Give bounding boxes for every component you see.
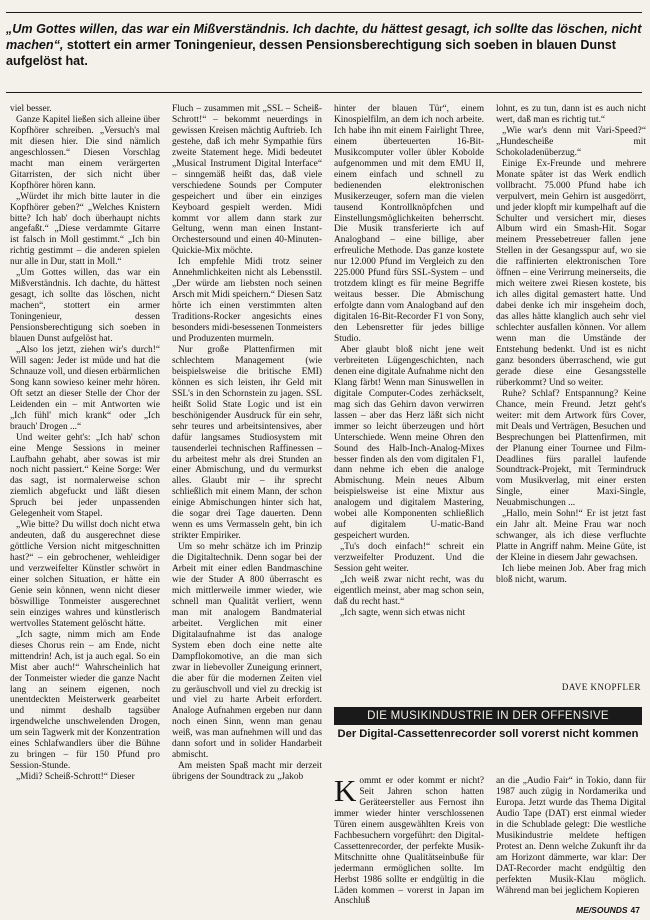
magazine-name: ME/SOUNDS [576, 905, 628, 915]
paragraph: „Tu's doch einfach!“ schreit ein verzweifelter Produzent. Und die Session geht weiter. [334, 542, 484, 575]
section-subheadline: Der Digital-Cassettenrecorder soll vorerst nicht kommen [337, 728, 639, 740]
paragraph: Ganze Kapitel ließen sich alleine über Kopfhörer schreiben. „Versuch's mal mit diesen hier. Die sind nämlich angeschlossen.“ Diesen Vorschlag macht man einem verärgerten Gitarristen, der sich nicht über Kopfhörer hören kann. [10, 114, 160, 191]
paragraph: Und weiter geht's: „Ich hab' schon eine Menge Sessions in meiner Laufbahn gehabt, aber sowas ist mir noch nicht passiert.“ Keine Sorge: Wer das sagt, ist normalerweise schon ziemlich abgefuckt und läßt diesen Spruch bei jeder unpassenden Gelegenheit vom Stapel. [10, 432, 160, 520]
sidebar-column-2 [496, 776, 646, 906]
article-column-3 [334, 104, 484, 684]
paragraph: lohnt, es zu tun, dann ist es auch nicht wert, daß man es richtig tut.“ [496, 104, 646, 125]
paragraph: Fluch – zusammen mit „SSL – Scheiß-Schrott!“ – bekommt neuerdings in gewissen Kreisen mächtig Auftrieb. Ich gestehe, daß ich mehr Sympathie fürs zweite Statement hege. Midi bedeutet „Musical Instrument Digital Interface“ – sinngemäß heißt das, daß viele verschiedene Sounds per Computer gespeichert und über ein einziges Keyboard gespielt werden. Midi kommt vor allem dann stark zur Geltung, wenn man einen Instant-Orchestersound und einen 40-Minuten-Quickie-Mix möchte. [172, 104, 322, 257]
page-number: 47 [630, 905, 640, 915]
section-banner: DIE MUSIKINDUSTRIE IN DER OFFENSIVE [334, 707, 642, 725]
paragraph: Ruhe? Schlaf? Entspannung? Keine Chance, mein Freund. Jetzt geht's weiter: mit dem Artwork fürs Cover, mit Deals und Verträgen, Besuchen und Besprechungen bei Plattenfirmen, mit der Planung einer Tournee und Film-Deadlines fürs parallel laufende Soundtrack-Projekt, mit Termindruck vom Musikverlag, mit einer ersten Single, einer Maxi-Single, Neuabmischungen ... [496, 388, 646, 509]
article-column-1 [10, 104, 160, 904]
paragraph: Aber glaubt bloß nicht jene weit verbreiteten Lügengeschichten, nach denen eine digitale Aufnahme nicht den Klang färbt! Wenn man Sinuswellen in digitale Computer-Codes zerhäckselt, mag sich das Gehirn davon verwirren lassen – aber das Herz läßt sich nicht immer so leicht überzeugen und hört Unterschiede. Wenn meine Ohren den Sound des Halb-Inch-Analog-Mixes besser finden als den vom digitalen F1, dann nehme ich eben die analoge Abmischung. Mein neues Album beispielsweise ist eine Mixtur aus analogem und digitalem Mastering, wobei alle Komponenten schließlich auf digitalem U-matic-Band gespeichert wurden. [334, 344, 484, 542]
paragraph: Am meisten Spaß macht mir derzeit übrigens der Soundtrack zu „Jakob [172, 761, 322, 783]
paragraph: Nur große Plattenfirmen mit schlechtem Management (wie beispielsweise die britische EMI) können es sich leisten, ihr Geld mit SSL's in den Schornstein zu jagen. SSL heißt Solid State Logic und ist ein beschönigender Ausdruck für ein sehr, sehr teures und arbeitsintensives, aber dafür langsames Studiosystem mit tausenderlei technischen Raffinessen – du arbeitest mehr als drei Stunden an einer Abmischung, und du vermurkst alles. Glaubt mir – ihr sprecht schließlich mit einem Mann, der schon einige Abmischungen hinter sich hat, die sogar drei Tage dauerten. Denn wenn es ums Vermasseln geht, bin ich strikter Empiriker. [172, 344, 322, 542]
paragraph: „Also los jetzt, ziehen wir's durch!“ Will sagen: Jeder ist müde und hat die Schnauze voll, und diesen erbärmlichen Song kann sowieso keiner mehr hören. Oft setzt an dieser Stelle der Chor der Leidenden ein – mit Antworten wie „Ich fühl' mich krank“ oder „Ich brauch' Drogen ...“ [10, 344, 160, 432]
lead-rule [6, 92, 642, 93]
paragraph: Ich liebe meinen Job. Aber frag mich bloß nicht, warum. [496, 564, 646, 585]
author-byline: DAVE KNOPFLER [561, 682, 641, 692]
paragraph: „Würdet ihr mich bitte lauter in die Kopfhörer geben?“ „Welches Knistern bitte? Ich hab' doch überhaupt nichts angefaßt.“ „Diese verdammte Gitarre ist falsch in Moll gestimmt.“ „Ich bin richtig gestimmt – die anderen spielen nur alle in Dur, statt in Moll.“ [10, 191, 160, 268]
article-column-4 [496, 104, 646, 674]
paragraph: hinter der blauen Tür“, einem Kinospielfilm, an dem ich noch arbeite. Ich habe ihn mit einem Fairlight Three, einem überteuerten 16-Bit-Musikcomputer voller übler Kobolde aufgenommen und mit dem EMU II, einem einfach und schnell zu bedienenden elektronischen Musikerzeuger, sofern man die vielen tausend Kontrollknöpfchen und Einstellungsmöglichkeiten beherrscht. Die Musik transferierte ich auf Analogband – eine billige, aber erfreuliche Methode. Das ganze kostete nur 12.000 Pfund im Vergleich zu den 225.000 Pfund fürs SSL-System – und trotzdem klingt es für meine Begriffe weitaus besser. Die Abmischung erfolgte dann vom Analogband auf den digitalen 16-Bit-Recorder F1 von Sony, den Lebensretter für jedes billige Studio. [334, 104, 484, 345]
paragraph: viel besser. [10, 104, 52, 114]
lead-rest: stottert ein armer Toningenieur, dessen Pensionsberechtigung sich soeben in blauen Dunst aufgelöst hat. [6, 37, 616, 68]
top-rule [6, 12, 642, 13]
paragraph: „Wie bitte? Du willst doch nicht etwa andeuten, daß du ausgerechnet diese göttliche Version nicht mitgeschnitten hast?“ – ein gebrochener, wehleidiger und verzweifelter Künstler schwört in einer solchen Situation, er hätte ein Genie sein können, wenn nicht dieser böswillige Tonmeister ausgerechnet sein einziges wahres und künstlerisch wertvolles Statement gelöscht hätte. [10, 520, 160, 629]
sidebar-column-1 [334, 776, 484, 906]
paragraph: „Midi? Scheiß-Schrott!“ Dieser [16, 772, 135, 783]
paragraph: Um so mehr schätze ich im Prinzip die Digitaltechnik. Denn sogar bei der Arbeit mit einer edlen Bandmaschine wie der Studer A 800 überrascht es mich mittlerweile immer wieder, wie schnell man Qualität verliert, wenn man mit analogem Bandmaterial arbeitet. Verglichen mit einer Digitalaufnahme ist das analoge System eben doch eine nette alte Dampflokomotive, an die man sich zwar in liebevoller Zuneigung erinnert, die aber für die modernen Zeiten viel zu geräuschvoll und viel zu dreckig ist und viel zu harte Arbeit erfordert. Analoge Aufnahmen ergeben nur dann noch einen Sinn, wenn man genau weiß, was man aufnehmen will und das dann sofort und in solider Handarbeit abmischt. [172, 542, 322, 761]
paragraph: „Hallo, mein Sohn!“ Er ist jetzt fast ein Jahr alt. Meine Frau war noch schwanger, als ich diese verfluchte Platte in Angriff nahm. Meine Güte, ist der Kleine in diesem Jahr gewachsen. [496, 509, 646, 564]
article-column-2 [172, 104, 322, 904]
paragraph: Ich empfehle Midi trotz seiner Annehmlichkeiten nicht als Lebensstil. „Der würde am liebsten noch seinen Arsch mit Midi speichern.“ Diesen Satz hörte ich einen verstimmten alten Traditions-Rocker angesichts eines besonders midi-besessenen Tonmeisters und Produzenten murmeln. [172, 257, 322, 345]
page-footer [576, 905, 640, 915]
sidebar-text-2: an die „Audio Fair“ in Tokio, dann für 1987 auch zügig in Nordamerika und Europa. Jetzt wurde das Thema Digital Audio Tape (DAT) erst einmal wieder in die Schublade gelegt: Die westliche Musikindustrie meldete heftigen Protest an. Denn welche Zukunft ihr da am Horizont dämmerte, war klar: Der DAT-Recorder macht endgültig den perfekten Musik-Klau möglich. Während man bei jeglichem Kopieren [496, 776, 646, 896]
lead-quote: „Um Gottes willen, das war ein Mißverständnis. Ich dachte, du hättest gesagt, ich sollte das löschen, nicht machen“, [6, 22, 642, 52]
lead-pull-quote [6, 22, 642, 69]
paragraph: „Ich sagte, nimm mich am Ende dieses Chorus rein – am Ende, nicht mittendrin! Ach, ist ja auch egal. So ein Mist aber auch!“ Wahrscheinlich hat der Tonmeister wieder die ganze Nacht lang an seinem eigenen, noch unentdeckten Meisterwerk gearbeitet und nimmt deshalb tagsüber irgendwelche unschwelenden Drogen, um sein Tagwerk mit der Konzentration eines Schlafwandlers über die Bühne zu bringen – für 150 Pfund pro Session-Stunde. [10, 629, 160, 772]
paragraph: „Wie war's denn mit Vari-Speed?“ „Hundescheiße mit Schokoladenüberzug.“ [496, 125, 646, 158]
sidebar-text-1: ommt er oder kommt er nicht? Seit Jahren schon hatten Geräteersteller aus Fernost ihn immer wieder hinter verschlossenen Türen einem ausgewählten Kreis von Fachbesuchern vorgeführt: den Digital-Cassettenrecorder, der perfekte Musik-Mitschnitte ohne Qualitätseinbuße für jedermann ermöglichen sollte. Im Herbst 1986 sollte er endgültig in die Läden kommen – vorerst in Japan im Anschluß [334, 776, 484, 906]
paragraph: „Ich weiß zwar nicht recht, was du eigentlich meinst, aber mag schon sein, daß du recht hast.“ [334, 574, 484, 607]
paragraph: „Um Gottes willen, das war ein Mißverständnis. Ich dachte, du hättest gesagt, ich sollte das löschen, nicht machen“, stottert ein armer Toningenieur, dessen Pensionsberechtigung sich soeben in blauen Dunst aufgelöst hat. [10, 268, 160, 345]
paragraph: „Ich sagte, wenn sich etwas nicht [340, 607, 465, 618]
paragraph: Einige Ex-Freunde und mehrere Monate später ist das Werk endlich vollbracht. 75.000 Pfund habe ich verpulvert, mein Gehirn ist ausgedörrt, und jeder klopft mir kumpelhaft auf die Schulter und versichert mir, dieses Album wird ein Smash-Hit. Sogar meinem Pressebetreuer fallen jene Stellen in der Gesangsspur auf, wo sie die raffinierten elektronischen Tore öffnen – eine Verirrung meinerseits, die mich weitere zwei Riesen kostete, bis ich alles digital gemastert hatte. Und dabei denke ich mir insgeheim doch, das alles hätte klanglich auch sehr viel schlechter ausfallen können. Vor allem wenn man die Umstände der Entstehung bedenkt. Und ist es nicht ganz besonders überraschend, wie gut gerade diese eine Gesangsstelle rüberkommt? Und so weiter. [496, 158, 646, 388]
drop-cap: K [334, 776, 357, 808]
